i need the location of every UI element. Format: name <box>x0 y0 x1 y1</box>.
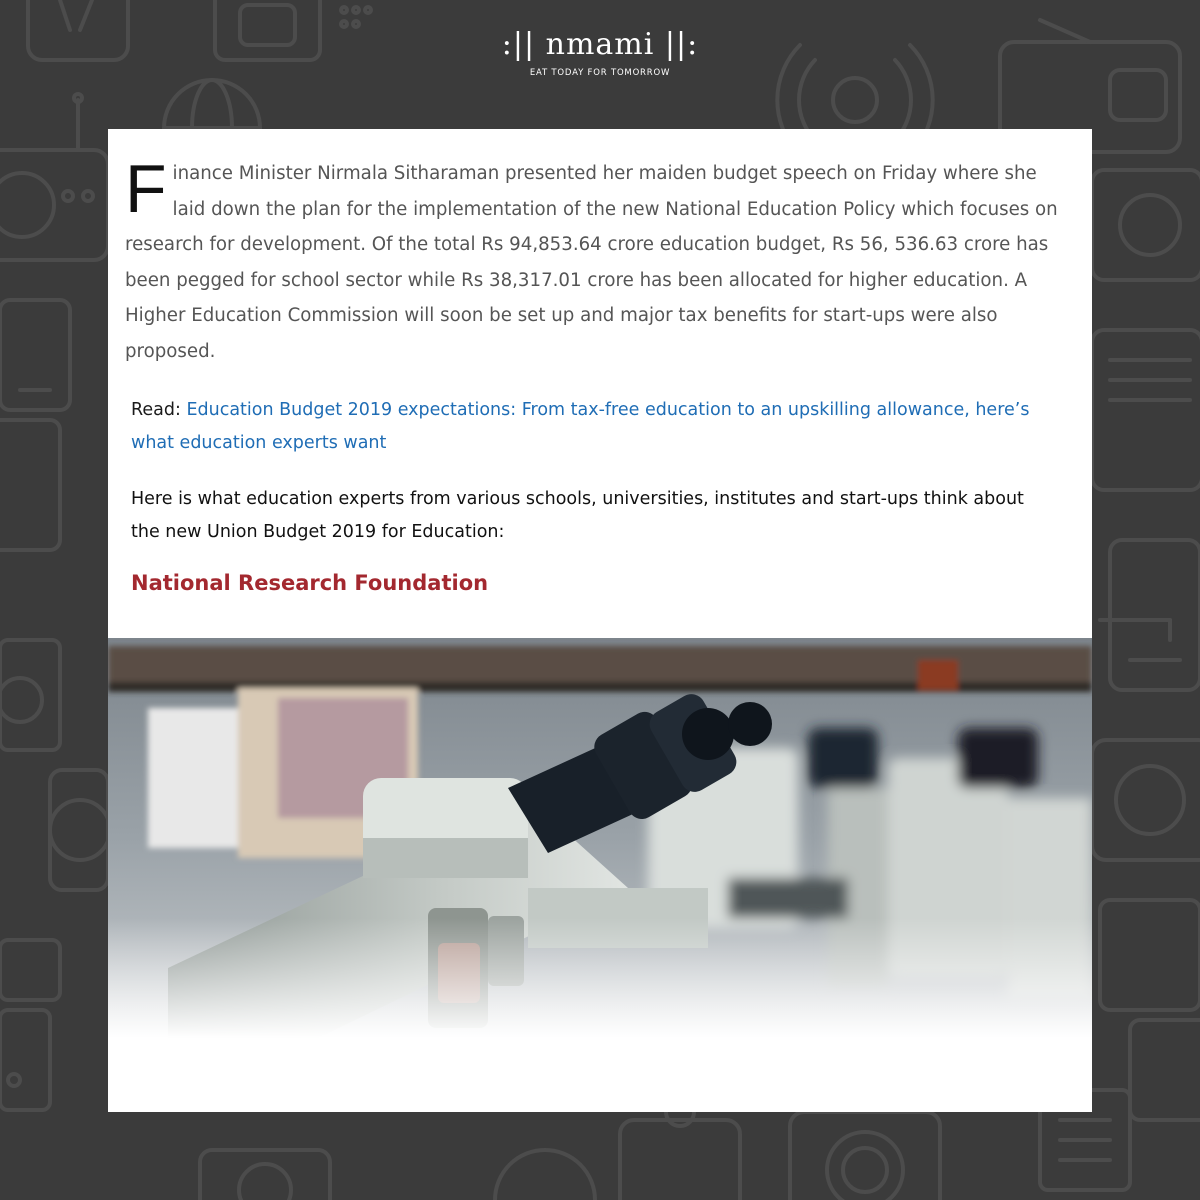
tv-live-icon <box>620 1098 740 1200</box>
intro-text: inance Minister Nirmala Sitharaman presented her maiden budget speech on Friday where she laid down the plan for the implementation of the new National Education Policy which focuses on research for development. Of the total Rs 94,853.64 crore education budget, Rs 56, 536.63 crore has been pegged for school sector while Rs 38,317.01 crore has been allocated for higher education. A Higher Education Commission will soon be set up and major tax benefits for start-ups were also proposed. <box>125 163 1058 362</box>
drop-cap: F <box>125 151 167 227</box>
camera-icon-left <box>0 150 108 260</box>
article-card <box>108 129 1092 1112</box>
speaker-icon-left <box>0 640 60 750</box>
camera-icon-left-2 <box>50 770 110 890</box>
radio-icon-right <box>1092 330 1200 490</box>
disc-icon-bottom <box>495 1150 595 1200</box>
speaker-icon-right <box>1100 900 1200 1120</box>
logo-wordmark: :|| nmami ||: <box>501 27 699 62</box>
read-more-link[interactable]: Education Budget 2019 expectations: From tax-free education to an upskilling allowance, here’s what education experts want <box>131 400 1030 453</box>
section-heading: National Research Foundation <box>131 571 489 595</box>
microscopes-lab-photo <box>108 638 1092 1038</box>
camera-icon-bottom-2 <box>790 1112 940 1200</box>
experts-intro-text: Here is what education experts from various schools, universities, institutes and start-ups think about the new Union Budget 2019 for Education: <box>131 489 1024 542</box>
camera-icon-right <box>1092 170 1200 280</box>
phone-icon <box>0 300 70 410</box>
camera-icon-bottom <box>200 1150 330 1200</box>
read-label: Read: <box>131 400 187 420</box>
antenna-icon <box>74 94 82 150</box>
tablet-icon-left-2 <box>0 940 60 1110</box>
logo-tagline: EAT TODAY FOR TOMORROW <box>529 68 671 78</box>
intro-paragraph <box>125 151 1065 369</box>
phone-icon-right <box>1110 540 1200 690</box>
read-more-line <box>131 394 1031 460</box>
tablet-icon-left <box>0 420 60 550</box>
brand-logo[interactable] <box>0 26 1200 78</box>
